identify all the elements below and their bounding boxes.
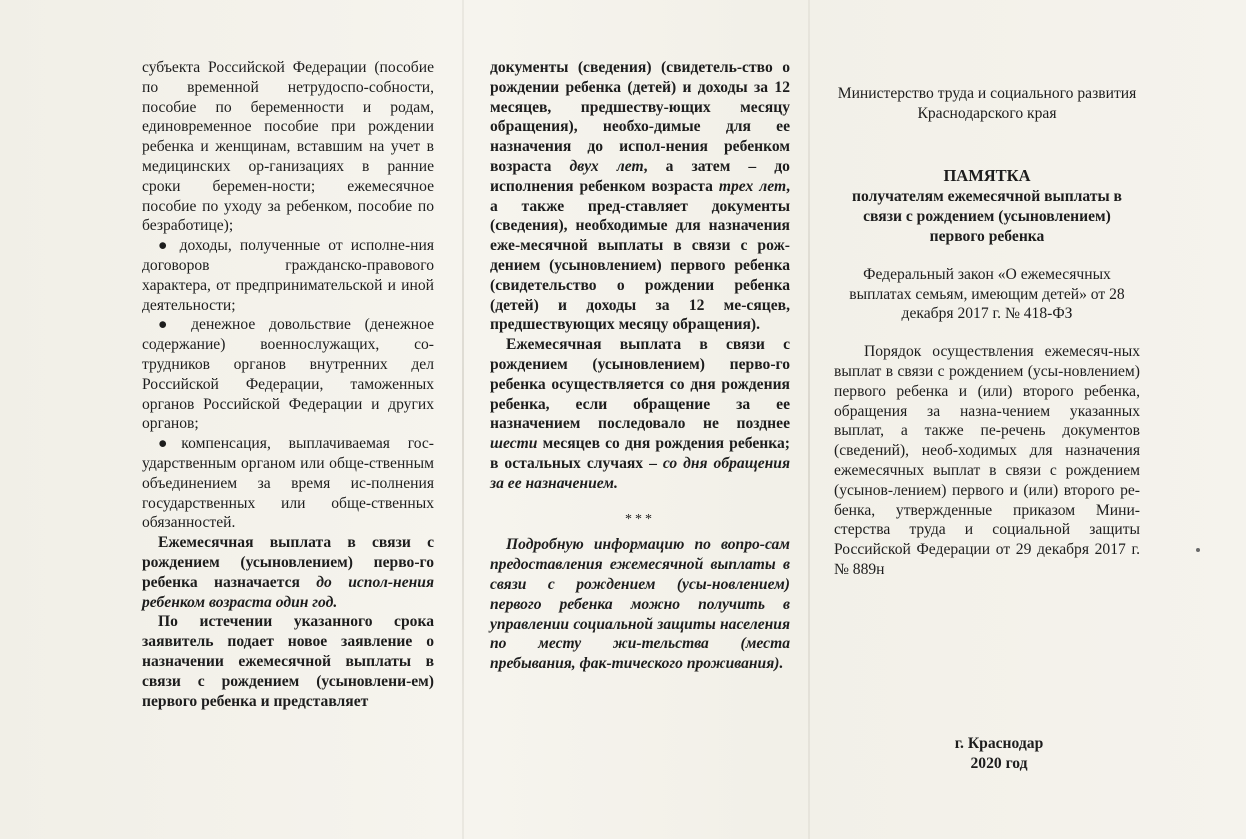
payment-start-italic-end: со дня обращения за ее назначением. [490,454,791,492]
payment-term-text: Ежемесячная выплата в связи с рождением (усыновлением) перво-го ребенка назначается [142,534,434,591]
fold-line-right [808,0,810,839]
page-subtitle: получателям ежемесячной выплаты в связи с рождением (усыновлением) первого ребенка [852,188,1122,245]
paragraph-compensation: ●компенсация, выплачиваемая гос-ударственным органом или обще-ственным объединением за время ис-полнения государственных или обще-ственных обязанностей. [142,435,434,532]
paper-speck [1196,548,1200,552]
city-name: г. Краснодар [954,735,1044,752]
documents-text-c: , а затем – до исполнения ребенком возраста [490,157,790,195]
paragraph-military-pay: ● денежное довольствие (денежное содержание) военнослужащих, со-трудников органов внутренних дел Российской Федерации, таможенных органов Российской Федерации и других органов; [142,316,434,433]
column-right [834,84,1140,580]
publication-year: 2020 год [970,754,1028,772]
paragraph-payment-start [490,335,790,493]
fold-line-left [462,0,464,839]
paragraph-income-benefits: субъекта Российской Федерации (пособие по временной нетрудоспо-собности, пособие по беременности и родам, единовременное пособие при рождении ребенка и женщинам, вставшим на учет в медицинских ор-ганизациях в ранние сроки беремен-ности; ежемесячное пособие по уходу за ребенком, пособие по безработице); [142,59,434,235]
column-left [142,58,434,711]
separator-stars: *** [625,511,655,527]
paragraph-contract-income: ● доходы, полученные от исполне-ния договоров гражданско-правового характера, от предпринимательской и иной деятельности; [142,237,434,314]
page-title: ПАМЯТКА [943,165,1031,185]
federal-law-reference: Федеральный закон «О ежемесячных выплатах семьям, имеющим детей» от 28 декабря 2017 г. № 418-ФЗ [849,265,1125,323]
column-middle [490,58,790,674]
footer-location [834,734,1164,774]
payment-term-italic: до испол-нения ребенком возраста один год. [142,573,435,611]
paragraph-payment-term [142,533,434,612]
ministry-name: Министерство труда и социального развития Краснодарского края [837,85,1137,122]
paragraph-new-application: По истечении указанного срока заявитель подает новое заявление о назначении ежемесячной выплаты в связи с рождением (усыновлени-ем) первого ребенка и представляет [142,613,434,710]
paragraph-documents [490,58,790,335]
payment-start-text-c: месяцев со дня рождения ребенка; в остальных случаях – [490,435,790,472]
payment-start-italic-six: шести [490,435,538,453]
documents-italic-three-years: трех лет [718,177,787,195]
documents-text-a: документы (сведения) (свидетель-ство о рождении ребенка (детей) и доходы за 12 месяцев, предшеству-ющих месяцу обращения), необхо-димые для ее назначения до испол-нения ребенком возраста [490,59,790,175]
payment-start-text-a: Ежемесячная выплата в связи с рождением (усыновлением) перво-го ребенка осуществляется со дня рождения ребенка, если обращение за ее назначением последовало не позднее [490,336,790,433]
order-reference: Порядок осуществления ежемесяч-ных выплат в связи с рождением (усы-новлением) первого ребенка и (или) второго ребенка, обращения за назна-чением указанных выплат, а также пе-речень документов (сведений), необ-ходимых для назначения ежемесячных выплат в связи с рождением (усынов-лением) первого и (или) второго ре-бенка, утвержденные приказом Мини-стерства труда и социальной защиты Российской Федерации от 29 декабря 2017 г. № 889н [834,343,1140,578]
documents-text-e: , а также пред-ставляет документы (сведения), необходимые для назначения еже-месячной выплаты в связи с рож-дением (усыновлением) первого ребенка (свидетельство о рождении ребенка (детей) и доходы за 12 ме-сяцев, предшествующих месяцу обращения). [490,177,790,334]
documents-italic-two-years: двух лет [569,157,644,175]
paragraph-more-info: Подробную информацию по вопро-сам предоставления ежемесячной выплаты в связи с рождением (усы-новлением) первого ребенка можно получить в управлении социальной защиты населения по месту жи-тельства (места пребывания, фак-тического проживания). [490,536,790,673]
